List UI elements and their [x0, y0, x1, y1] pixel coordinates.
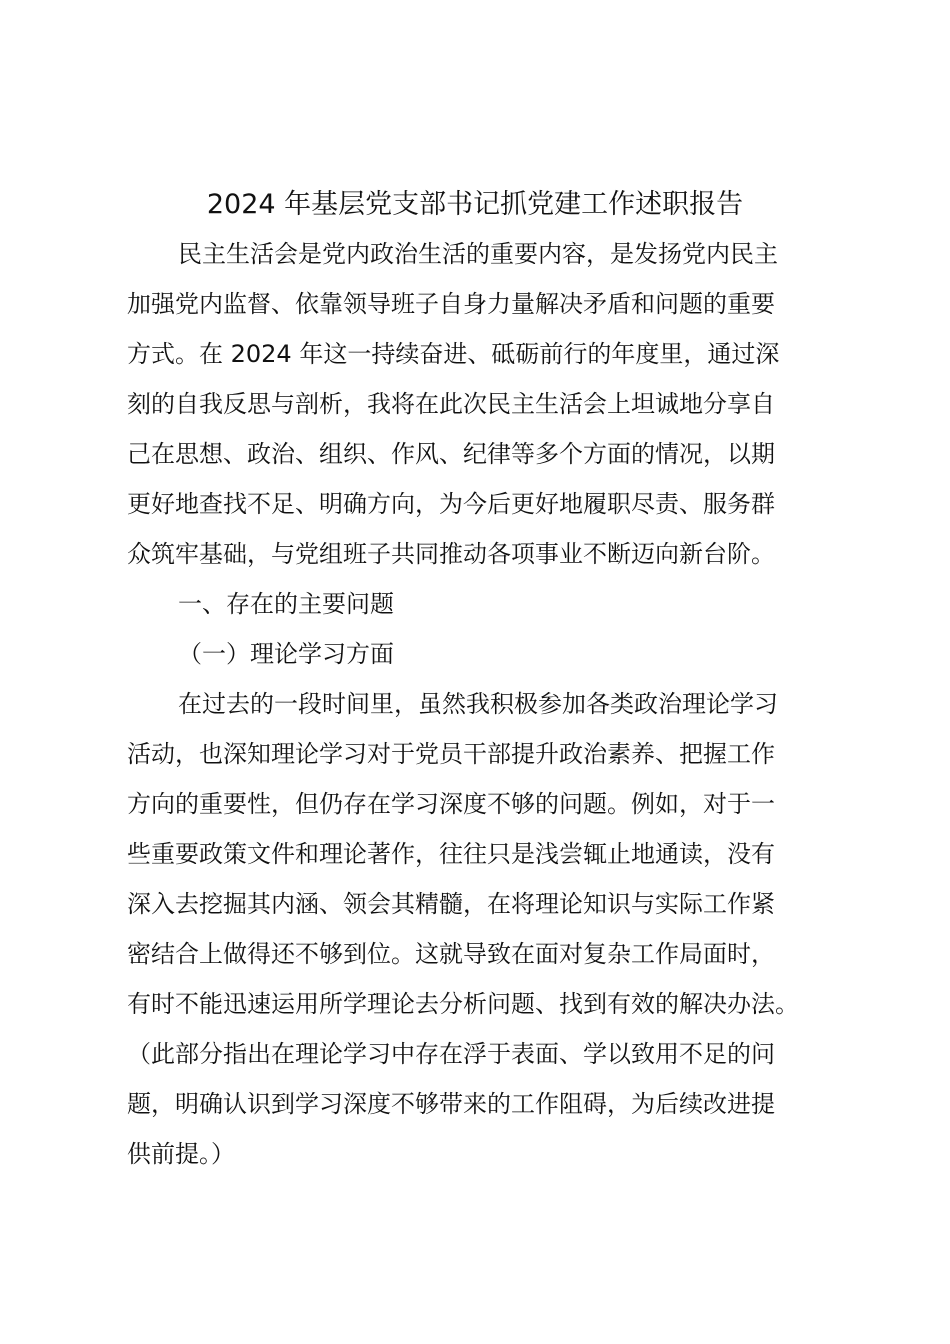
body-line-1: 在过去的一段时间里，虽然我积极参加各类政治理论学习: [178, 690, 778, 718]
body-line-3: 方向的重要性，但仍存在学习深度不够的问题。例如，对于一: [127, 790, 775, 818]
body-line-6: 密结合上做得还不够到位。这就导致在面对复杂工作局面时，: [127, 940, 775, 968]
section-heading: 一、存在的主要问题: [178, 590, 394, 618]
body-line-10: 供前提。）: [127, 1140, 235, 1168]
body-line-9: 题，明确认识到学习深度不够带来的工作阻碍，为后续改进提: [127, 1090, 775, 1118]
intro-line-1: 民主生活会是党内政治生活的重要内容，是发扬党内民主: [178, 240, 778, 268]
intro-line-6: 更好地查找不足、明确方向，为今后更好地履职尽责、服务群: [127, 490, 775, 518]
body-line-5: 深入去挖掘其内涵、领会其精髓，在将理论知识与实际工作紧: [127, 890, 775, 918]
body-line-7: 有时不能迅速运用所学理论去分析问题、找到有效的解决办法。: [127, 990, 799, 1018]
intro-line-2: 加强党内监督、依靠领导班子自身力量解决矛盾和问题的重要: [127, 290, 775, 318]
body-line-8: （此部分指出在理论学习中存在浮于表面、学以致用不足的问: [127, 1040, 775, 1068]
intro-line-5: 己在思想、政治、组织、作风、纪律等多个方面的情况，以期: [127, 440, 775, 468]
subsection-heading: （一）理论学习方面: [178, 640, 394, 668]
body-line-4: 些重要政策文件和理论著作，往往只是浅尝辄止地通读，没有: [127, 840, 775, 868]
intro-line-7: 众筑牢基础，与党组班子共同推动各项事业不断迈向新台阶。: [127, 540, 775, 568]
intro-line-3: 方式。在 2024 年这一持续奋进、砥砺前行的年度里，通过深: [127, 340, 780, 368]
document-title: 2024 年基层党支部书记抓党建工作述职报告: [206, 189, 744, 220]
body-line-2: 活动，也深知理论学习对于党员干部提升政治素养、把握工作: [127, 740, 775, 768]
intro-line-4: 刻的自我反思与剖析，我将在此次民主生活会上坦诚地分享自: [127, 390, 775, 418]
